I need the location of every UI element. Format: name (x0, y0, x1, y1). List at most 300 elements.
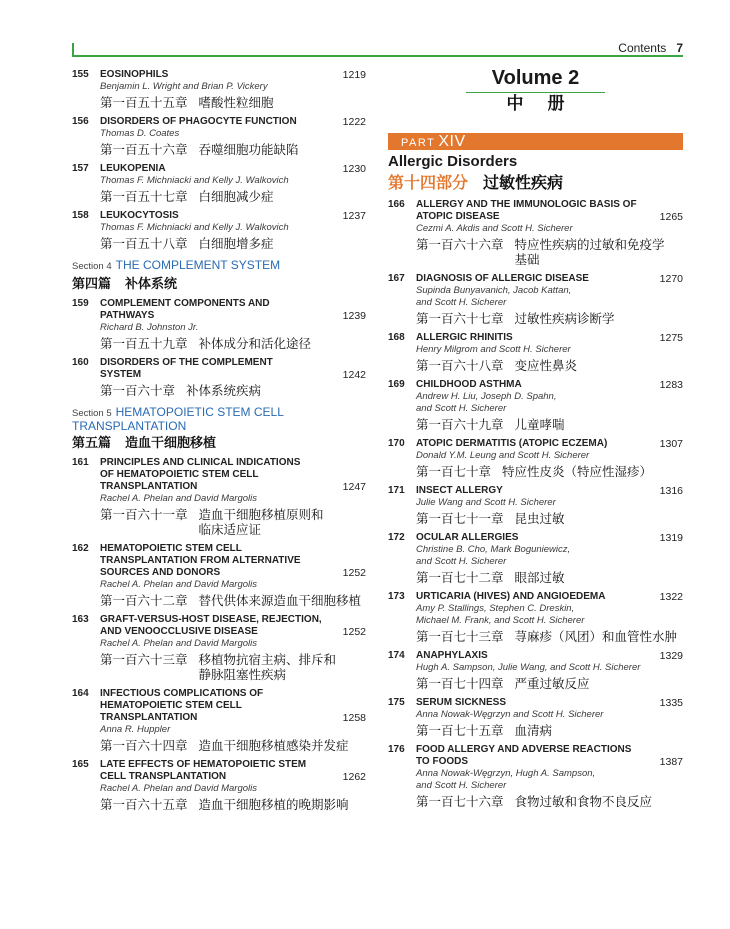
chapter-title-zh (100, 334, 366, 351)
chapter-label-zh: 第一百六十六章 (416, 237, 504, 252)
chapter-title-line (100, 712, 366, 724)
chapter-title-zh-text (199, 738, 349, 753)
chapter-title-zh (416, 235, 683, 267)
chapter-number: 158 (72, 210, 89, 221)
chapter-authors: Supinda Bunyavanich, Jacob Kattan, (416, 285, 572, 296)
chapter-number: 171 (388, 485, 405, 496)
section-label: Section 4 (72, 261, 112, 272)
chapter-title-line (416, 591, 683, 603)
chapter-label-zh: 第一百六十三章 (100, 652, 188, 667)
chapter-title-line (100, 759, 366, 771)
chapter-number: 176 (388, 744, 405, 755)
chapter-title-zh-text (515, 676, 590, 691)
section-title: THE COMPLEMENT SYSTEM (115, 258, 281, 272)
chapter-number: 166 (388, 199, 405, 210)
chapter-title-zh-line: 补体系统疾病 (186, 383, 262, 398)
chapter-page-number: 1247 (342, 481, 366, 493)
chapter-title-line (416, 379, 683, 391)
chapter-title-line (100, 688, 366, 700)
chapter-authors: Benjamin L. Wright and Brian P. Vickery (100, 81, 268, 92)
chapter-title: SYSTEM (100, 369, 142, 380)
section-title: TRANSPLANTATION (72, 419, 187, 433)
chapter-title-zh-text (199, 189, 274, 204)
chapter-title-zh-line: 造血干细胞移植原则和 (198, 507, 324, 522)
chapter-authors: and Scott H. Sicherer (416, 403, 507, 414)
chapter-title: PRINCIPLES AND CLINICAL INDICATIONS (100, 457, 301, 468)
chapter-entry (388, 744, 683, 809)
running-head (618, 41, 683, 55)
chapter-authors: Henry Milgrom and Scott H. Sicherer (416, 344, 571, 355)
chapter-title: SOURCES AND DONORS (100, 567, 221, 578)
chapter-label-zh: 第一百五十八章 (100, 236, 188, 251)
chapter-title-line (416, 273, 683, 285)
chapter-entry (72, 543, 366, 608)
chapter-body (416, 697, 683, 738)
chapter-body (416, 438, 683, 479)
chapter-body (416, 485, 683, 526)
part-title: Allergic Disorders (388, 153, 518, 170)
chapter-page-number: 1387 (659, 756, 683, 768)
chapter-title-zh (416, 674, 683, 691)
chapter-number: 169 (388, 379, 405, 390)
chapter-title: COMPLEMENT COMPONENTS AND (100, 298, 270, 309)
chapter-page-number: 1239 (342, 310, 366, 322)
chapter-number: 161 (72, 457, 89, 468)
chapter-entry (72, 614, 366, 682)
chapter-authors: Anna Nowak-Węgrzyn, Hugh A. Sampson, (416, 768, 596, 779)
chapter-title: TRANSPLANTATION FROM ALTERNATIVE (100, 555, 301, 566)
chapter-title-zh-text (199, 797, 349, 812)
chapter-number: 163 (72, 614, 89, 625)
chapter-title: FOOD ALLERGY AND ADVERSE REACTIONS (416, 744, 632, 755)
chapter-body (100, 69, 366, 110)
chapter-title-zh (416, 356, 683, 373)
chapter-entry (388, 379, 683, 432)
chapter-title: DISORDERS OF THE COMPLEMENT (100, 357, 273, 368)
chapter-entry (72, 457, 366, 537)
chapter-title-zh-line: 临床适应证 (198, 522, 262, 537)
chapter-title-zh-line: 嗜酸性粒细胞 (198, 95, 274, 110)
part-title-zh (388, 173, 563, 193)
chapter-page-number: 1219 (342, 69, 366, 81)
chapter-body (100, 457, 366, 537)
chapter-title-zh (416, 627, 683, 644)
chapter-title-zh-line: 食物过敏和食物不良反应 (514, 794, 653, 809)
chapter-body (100, 298, 366, 351)
chapter-entry (72, 688, 366, 753)
chapter-page-number: 1283 (659, 379, 683, 391)
chapter-title-zh-text (502, 464, 652, 479)
chapter-title-zh (100, 140, 366, 157)
chapter-title-zh-text (515, 358, 578, 373)
chapter-entry (388, 438, 683, 479)
chapter-title: GRAFT-VERSUS-HOST DISEASE, REJECTION, (100, 614, 322, 625)
chapter-title-zh-text (515, 237, 665, 267)
chapter-title-zh-line: 补体成分和活化途径 (198, 336, 312, 351)
chapter-page-number: 1316 (659, 485, 683, 497)
chapter-title-zh (100, 795, 366, 812)
chapter-title-zh-line: 吞噬细胞功能缺陷 (198, 142, 299, 157)
chapter-title-line (100, 310, 366, 322)
chapter-title: CELL TRANSPLANTATION (100, 771, 227, 782)
chapter-body (416, 332, 683, 373)
chapter-page-number: 1222 (342, 116, 366, 128)
chapter-entry (72, 357, 366, 398)
chapter-title-line (100, 626, 366, 638)
chapter-title: SERUM SICKNESS (416, 697, 507, 708)
chapter-label-zh: 第一百六十二章 (100, 593, 188, 608)
chapter-title-line (100, 116, 366, 128)
chapter-title-zh-text (515, 311, 615, 326)
chapter-title: TO FOODS (416, 756, 469, 767)
chapter-title: LEUKOPENIA (100, 163, 166, 174)
chapter-label-zh: 第一百六十七章 (416, 311, 504, 326)
chapter-label-zh: 第一百七十三章 (416, 629, 504, 644)
chapter-authors: Anna R. Huppler (100, 724, 171, 735)
chapter-title-zh (100, 93, 366, 110)
chapter-label-zh: 第一百五十五章 (100, 95, 188, 110)
chapter-body (100, 210, 366, 251)
chapter-page-number: 1258 (342, 712, 366, 724)
chapter-title-line (100, 771, 366, 783)
part-numeral: XIV (438, 133, 466, 150)
section-heading-line (72, 259, 366, 273)
chapter-title-zh (100, 591, 366, 608)
chapter-entry (388, 697, 683, 738)
chapter-number: 173 (388, 591, 405, 602)
chapter-body (416, 199, 683, 267)
chapter-entry (388, 485, 683, 526)
running-head-title: Contents (618, 41, 667, 55)
chapter-title-line (100, 357, 366, 369)
chapter-title: INSECT ALLERGY (416, 485, 503, 496)
chapter-title: ALLERGIC RHINITIS (416, 332, 513, 343)
chapter-authors: and Scott H. Sicherer (416, 556, 507, 567)
chapter-number: 155 (72, 69, 89, 80)
chapter-label-zh: 第一百六十八章 (416, 358, 504, 373)
chapter-entry (72, 116, 366, 157)
chapter-title-zh-text (515, 417, 565, 432)
chapter-entry (72, 759, 366, 812)
toc-right-column (388, 199, 683, 815)
chapter-authors: Rachel A. Phelan and David Margolis (100, 579, 258, 590)
chapter-title-zh (100, 187, 366, 204)
section-title: HEMATOPOIETIC STEM CELL (115, 405, 284, 419)
chapter-title-zh-line: 白细胞减少症 (198, 189, 274, 204)
chapter-authors: Michael M. Frank, and Scott H. Sicherer (416, 615, 585, 626)
chapter-title-line (100, 457, 366, 469)
chapter-title-line (100, 163, 366, 175)
chapter-page-number: 1252 (342, 626, 366, 638)
chapter-label-zh: 第一百七十一章 (416, 511, 504, 526)
chapter-title: CHILDHOOD ASTHMA (416, 379, 522, 390)
chapter-title-line (416, 199, 683, 211)
chapter-title-line (100, 567, 366, 579)
chapter-label-zh: 第一百五十七章 (100, 189, 188, 204)
chapter-title: ATOPIC DERMATITIS (ATOPIC ECZEMA) (416, 438, 608, 449)
chapter-entry (388, 532, 683, 585)
chapter-title-zh-line: 特应性皮炎（特应性湿疹） (502, 464, 653, 479)
chapter-title-zh-line: 替代供体来源造血干细胞移植 (198, 593, 362, 608)
chapter-entry (72, 69, 366, 110)
chapter-title-zh-text (515, 723, 553, 738)
section-title-zh (72, 435, 366, 452)
chapter-label-zh: 第一百六十五章 (100, 797, 188, 812)
chapter-number: 160 (72, 357, 89, 368)
chapter-label-zh: 第一百五十九章 (100, 336, 188, 351)
chapter-body (416, 591, 683, 644)
chapter-title-zh (416, 721, 683, 738)
section-heading-line (72, 406, 366, 420)
chapter-title-zh-text (199, 336, 312, 351)
chapter-authors: and Scott H. Sicherer (416, 780, 507, 791)
chapter-title-line (100, 614, 366, 626)
chapter-title-line (100, 69, 366, 81)
chapter-title-line (100, 210, 366, 222)
chapter-body (100, 688, 366, 753)
chapter-title-line (416, 438, 683, 450)
chapter-label-zh: 第一百六十四章 (100, 738, 188, 753)
chapter-title-zh-text (199, 236, 274, 251)
chapter-number: 170 (388, 438, 405, 449)
chapter-title: INFECTIOUS COMPLICATIONS OF (100, 688, 264, 699)
chapter-title-zh-line: 静脉阻塞性疾病 (198, 667, 287, 682)
chapter-entry (388, 650, 683, 691)
part-banner (388, 133, 683, 150)
chapter-authors: Thomas F. Michniacki and Kelly J. Walkovich (100, 222, 289, 233)
chapter-authors: Cezmi A. Akdis and Scott H. Sicherer (416, 223, 573, 234)
chapter-title-zh (100, 505, 366, 537)
chapter-title-zh-text (199, 593, 362, 608)
chapter-body (100, 116, 366, 157)
chapter-label-zh: 第一百七十章 (416, 464, 492, 479)
chapter-title-line (100, 555, 366, 567)
chapter-title-zh-text (186, 383, 261, 398)
chapter-title-zh (100, 736, 366, 753)
chapter-title-zh-line: 眼部过敏 (514, 570, 565, 585)
chapter-title-zh (100, 650, 366, 682)
part-zh-title: 过敏性疾病 (483, 173, 564, 192)
chapter-title-zh-line: 造血干细胞移植的晚期影响 (198, 797, 349, 812)
chapter-entry (388, 591, 683, 644)
chapter-label-zh: 第一百七十五章 (416, 723, 504, 738)
chapter-title-zh-text (515, 794, 653, 809)
chapter-authors: Richard B. Johnston Jr. (100, 322, 199, 333)
chapter-page-number: 1237 (342, 210, 366, 222)
chapter-title-zh-line: 变应性鼻炎 (514, 358, 578, 373)
chapter-title: LATE EFFECTS OF HEMATOPOIETIC STEM (100, 759, 307, 770)
chapter-body (100, 163, 366, 204)
chapter-title-zh (416, 568, 683, 585)
chapter-number: 168 (388, 332, 405, 343)
chapter-title-zh-line: 荨麻疹（风团）和血管性水肿 (514, 629, 678, 644)
chapter-title-zh-line: 血清病 (514, 723, 553, 738)
chapter-label-zh: 第一百五十六章 (100, 142, 188, 157)
part-zh-label: 第十四部分 (388, 173, 469, 192)
section-heading (72, 257, 366, 293)
chapter-authors: Hugh A. Sampson, Julie Wang, and Scott H. Sicherer (416, 662, 641, 673)
chapter-authors: Thomas F. Michniacki and Kelly J. Walkovich (100, 175, 289, 186)
page-number: 7 (676, 41, 683, 55)
chapter-entry (72, 163, 366, 204)
section-label: Section 5 (72, 408, 112, 419)
chapter-authors: Julie Wang and Scott H. Sicherer (416, 497, 556, 508)
chapter-title-line (100, 298, 366, 310)
volume-title: Volume 2 (491, 67, 580, 89)
chapter-title-line (416, 532, 683, 544)
chapter-body (416, 273, 683, 326)
chapter-title: DIAGNOSIS OF ALLERGIC DISEASE (416, 273, 589, 284)
chapter-page-number: 1262 (342, 771, 366, 783)
chapter-title: PATHWAYS (100, 310, 155, 321)
chapter-number: 175 (388, 697, 405, 708)
chapter-authors: Anna Nowak-Węgrzyn and Scott H. Sicherer (416, 709, 604, 720)
chapter-number: 167 (388, 273, 405, 284)
chapter-authors: Christine B. Cho, Mark Boguniewicz, (416, 544, 571, 555)
chapter-body (100, 759, 366, 812)
chapter-title-zh-line: 基础 (514, 252, 540, 267)
chapter-title: HEMATOPOIETIC STEM CELL (100, 543, 242, 554)
chapter-title-line (100, 700, 366, 712)
chapter-title-zh (416, 309, 683, 326)
chapter-entry (72, 210, 366, 251)
part-label: PART (401, 137, 436, 149)
chapter-body (416, 379, 683, 432)
chapter-authors: Thomas D. Coates (100, 128, 180, 139)
chapter-title-zh (416, 415, 683, 432)
chapter-page-number: 1265 (659, 211, 683, 223)
chapter-title-zh (416, 509, 683, 526)
chapter-title-zh (416, 792, 683, 809)
chapter-title: TRANSPLANTATION (100, 712, 198, 723)
chapter-title: ANAPHYLAXIS (416, 650, 488, 661)
chapter-title-zh-text (515, 511, 565, 526)
chapter-title: OF HEMATOPOIETIC STEM CELL (100, 469, 259, 480)
chapter-page-number: 1322 (659, 591, 683, 603)
chapter-title-zh (100, 381, 366, 398)
chapter-entry (72, 298, 366, 351)
chapter-title: URTICARIA (HIVES) AND ANGIOEDEMA (416, 591, 606, 602)
chapter-title-zh-text (199, 95, 274, 110)
chapter-title-line (100, 469, 366, 481)
chapter-page-number: 1230 (342, 163, 366, 175)
chapter-title: EOSINOPHILS (100, 69, 169, 80)
chapter-title-zh-line: 特应性疾病的过敏和免疫学 (514, 237, 665, 252)
chapter-title-line (416, 332, 683, 344)
chapter-number: 157 (72, 163, 89, 174)
chapter-body (416, 532, 683, 585)
chapter-page-number: 1270 (659, 273, 683, 285)
chapter-title-line (416, 485, 683, 497)
chapter-body (416, 650, 683, 691)
chapter-title: ALLERGY AND THE IMMUNOLOGIC BASIS OF (416, 199, 637, 210)
chapter-page-number: 1319 (659, 532, 683, 544)
chapter-entry (388, 199, 683, 267)
chapter-title: HEMATOPOIETIC STEM CELL (100, 700, 242, 711)
chapter-title-zh (416, 462, 683, 479)
chapter-title-line (416, 211, 683, 223)
chapter-number: 174 (388, 650, 405, 661)
chapter-body (100, 357, 366, 398)
chapter-authors: Rachel A. Phelan and David Margolis (100, 493, 258, 504)
chapter-title-zh-line: 儿童哮喘 (514, 417, 565, 432)
chapter-label-zh: 第一百六十一章 (100, 507, 188, 522)
chapter-title: OCULAR ALLERGIES (416, 532, 519, 543)
chapter-title-zh-text (199, 652, 337, 682)
chapter-number: 165 (72, 759, 89, 770)
chapter-label-zh: 第一百六十九章 (416, 417, 504, 432)
chapter-title-zh-text (515, 629, 678, 644)
chapter-authors: Rachel A. Phelan and David Margolis (100, 638, 258, 649)
section-heading-line (72, 420, 366, 432)
chapter-title-zh-line: 过敏性疾病诊断学 (514, 311, 615, 326)
section-heading (72, 404, 366, 452)
chapter-authors: Amy P. Stallings, Stephen C. Dreskin, (416, 603, 575, 614)
chapter-title: LEUKOCYTOSIS (100, 210, 179, 221)
chapter-title: ATOPIC DISEASE (416, 211, 500, 222)
chapter-body (100, 614, 366, 682)
chapter-title-zh-text (515, 570, 565, 585)
chapter-title-zh-line: 移植物抗宿主病、排斥和 (198, 652, 337, 667)
chapter-title-line (416, 744, 683, 756)
chapter-title-line (416, 697, 683, 709)
chapter-title-line (416, 650, 683, 662)
chapter-label-zh: 第一百六十章 (100, 383, 176, 398)
chapter-page-number: 1307 (659, 438, 683, 450)
section-title-zh (72, 276, 366, 293)
chapter-page-number: 1329 (659, 650, 683, 662)
volume-title-underline (466, 92, 605, 93)
chapter-title: DISORDERS OF PHAGOCYTE FUNCTION (100, 116, 297, 127)
chapter-number: 162 (72, 543, 89, 554)
chapter-number: 172 (388, 532, 405, 543)
section-zh-title: 补体系统 (125, 277, 178, 292)
chapter-page-number: 1242 (342, 369, 366, 381)
section-zh-label: 第四篇 (72, 277, 112, 292)
header-rule (72, 55, 683, 57)
chapter-title-zh-line: 白细胞增多症 (198, 236, 274, 251)
chapter-body (100, 543, 366, 608)
chapter-title: TRANSPLANTATION (100, 481, 198, 492)
chapter-entry (388, 273, 683, 326)
chapter-page-number: 1252 (342, 567, 366, 579)
chapter-authors: and Scott H. Sicherer (416, 297, 507, 308)
toc-left-column (72, 69, 366, 818)
chapter-title-zh-text (199, 142, 299, 157)
chapter-authors: Rachel A. Phelan and David Margolis (100, 783, 258, 794)
chapter-title: AND VENOOCCLUSIVE DISEASE (100, 626, 258, 637)
chapter-title-line (416, 756, 683, 768)
chapter-title-zh-line: 造血干细胞移植感染并发症 (198, 738, 349, 753)
chapter-entry (388, 332, 683, 373)
section-zh-title: 造血干细胞移植 (125, 436, 217, 451)
chapter-title-line (100, 369, 366, 381)
chapter-number: 156 (72, 116, 89, 127)
chapter-number: 164 (72, 688, 89, 699)
chapter-page-number: 1275 (659, 332, 683, 344)
chapter-number: 159 (72, 298, 89, 309)
chapter-label-zh: 第一百七十四章 (416, 676, 504, 691)
chapter-label-zh: 第一百七十六章 (416, 794, 504, 809)
chapter-authors: Donald Y.M. Leung and Scott H. Sicherer (416, 450, 590, 461)
chapter-title-zh-line: 严重过敏反应 (514, 676, 590, 691)
volume-title-zh: 中 册 (506, 94, 574, 114)
chapter-title-zh-line: 昆虫过敏 (514, 511, 565, 526)
section-zh-label: 第五篇 (72, 436, 112, 451)
chapter-title-line (100, 481, 366, 493)
chapter-page-number: 1335 (659, 697, 683, 709)
chapter-label-zh: 第一百七十二章 (416, 570, 504, 585)
